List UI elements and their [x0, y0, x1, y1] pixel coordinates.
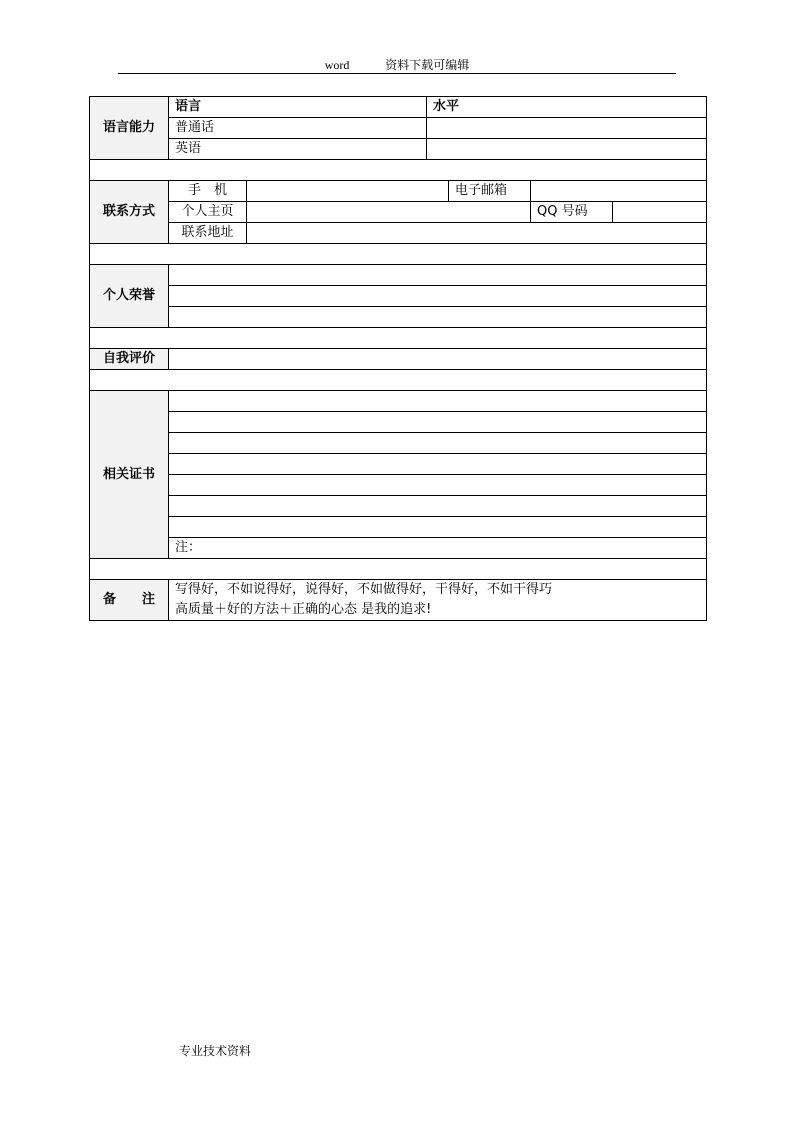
- language-row-mandarin: 普通话: [169, 118, 427, 139]
- contact-section-label: 联系方式: [90, 181, 169, 244]
- level-field-mandarin[interactable]: [427, 118, 707, 139]
- homepage-field[interactable]: [247, 202, 531, 223]
- phone-field[interactable]: [247, 181, 449, 202]
- phone-label: 手 机: [169, 181, 247, 202]
- honors-field[interactable]: [169, 265, 707, 286]
- address-label: 联系地址: [169, 223, 247, 244]
- qq-field[interactable]: [613, 202, 707, 223]
- certificate-field[interactable]: [169, 433, 707, 454]
- page-footer: 专业技术资料: [179, 1044, 252, 1058]
- spacer-row: [90, 559, 707, 580]
- spacer-row: [90, 328, 707, 349]
- honors-field[interactable]: [169, 286, 707, 307]
- level-col-header: 水平: [427, 97, 707, 118]
- remarks-line-1: 写得好，不如说得好，说得好，不如做得好，干得好，不如干得巧: [175, 582, 553, 597]
- certificate-field[interactable]: [169, 475, 707, 496]
- certificate-field[interactable]: [169, 391, 707, 412]
- header-word: word: [324, 58, 350, 72]
- certificate-field[interactable]: [169, 496, 707, 517]
- certificate-field[interactable]: [169, 517, 707, 538]
- self-eval-section-label: 自我评价: [90, 349, 169, 370]
- level-field-english[interactable]: [427, 139, 707, 160]
- language-section-label: 语言能力: [90, 97, 169, 160]
- spacer-row: [90, 244, 707, 265]
- email-field[interactable]: [531, 181, 707, 202]
- qq-label: QQ 号码: [531, 202, 613, 223]
- resume-table: [89, 96, 707, 621]
- honors-section-label: 个人荣誉: [90, 265, 169, 328]
- remarks-line-2: 高质量＋好的方法＋正确的心态 是我的追求!: [175, 602, 432, 617]
- spacer-row: [90, 370, 707, 391]
- email-label: 电子邮箱: [449, 181, 531, 202]
- certificate-field[interactable]: [169, 454, 707, 475]
- header-subtitle: 资料下载可编辑: [385, 58, 470, 72]
- page-header: [118, 57, 676, 74]
- language-col-header: 语言: [169, 97, 427, 118]
- spacer-row: [90, 160, 707, 181]
- self-eval-field[interactable]: [169, 349, 707, 370]
- address-field[interactable]: [247, 223, 707, 244]
- remarks-text: [169, 580, 707, 621]
- honors-field[interactable]: [169, 307, 707, 328]
- certificates-section-label: 相关证书: [90, 391, 169, 559]
- homepage-label: 个人主页: [169, 202, 247, 223]
- certificate-note: 注：: [169, 538, 707, 559]
- language-row-english: 英语: [169, 139, 427, 160]
- certificate-field[interactable]: [169, 412, 707, 433]
- remarks-section-label: 备 注: [90, 580, 169, 621]
